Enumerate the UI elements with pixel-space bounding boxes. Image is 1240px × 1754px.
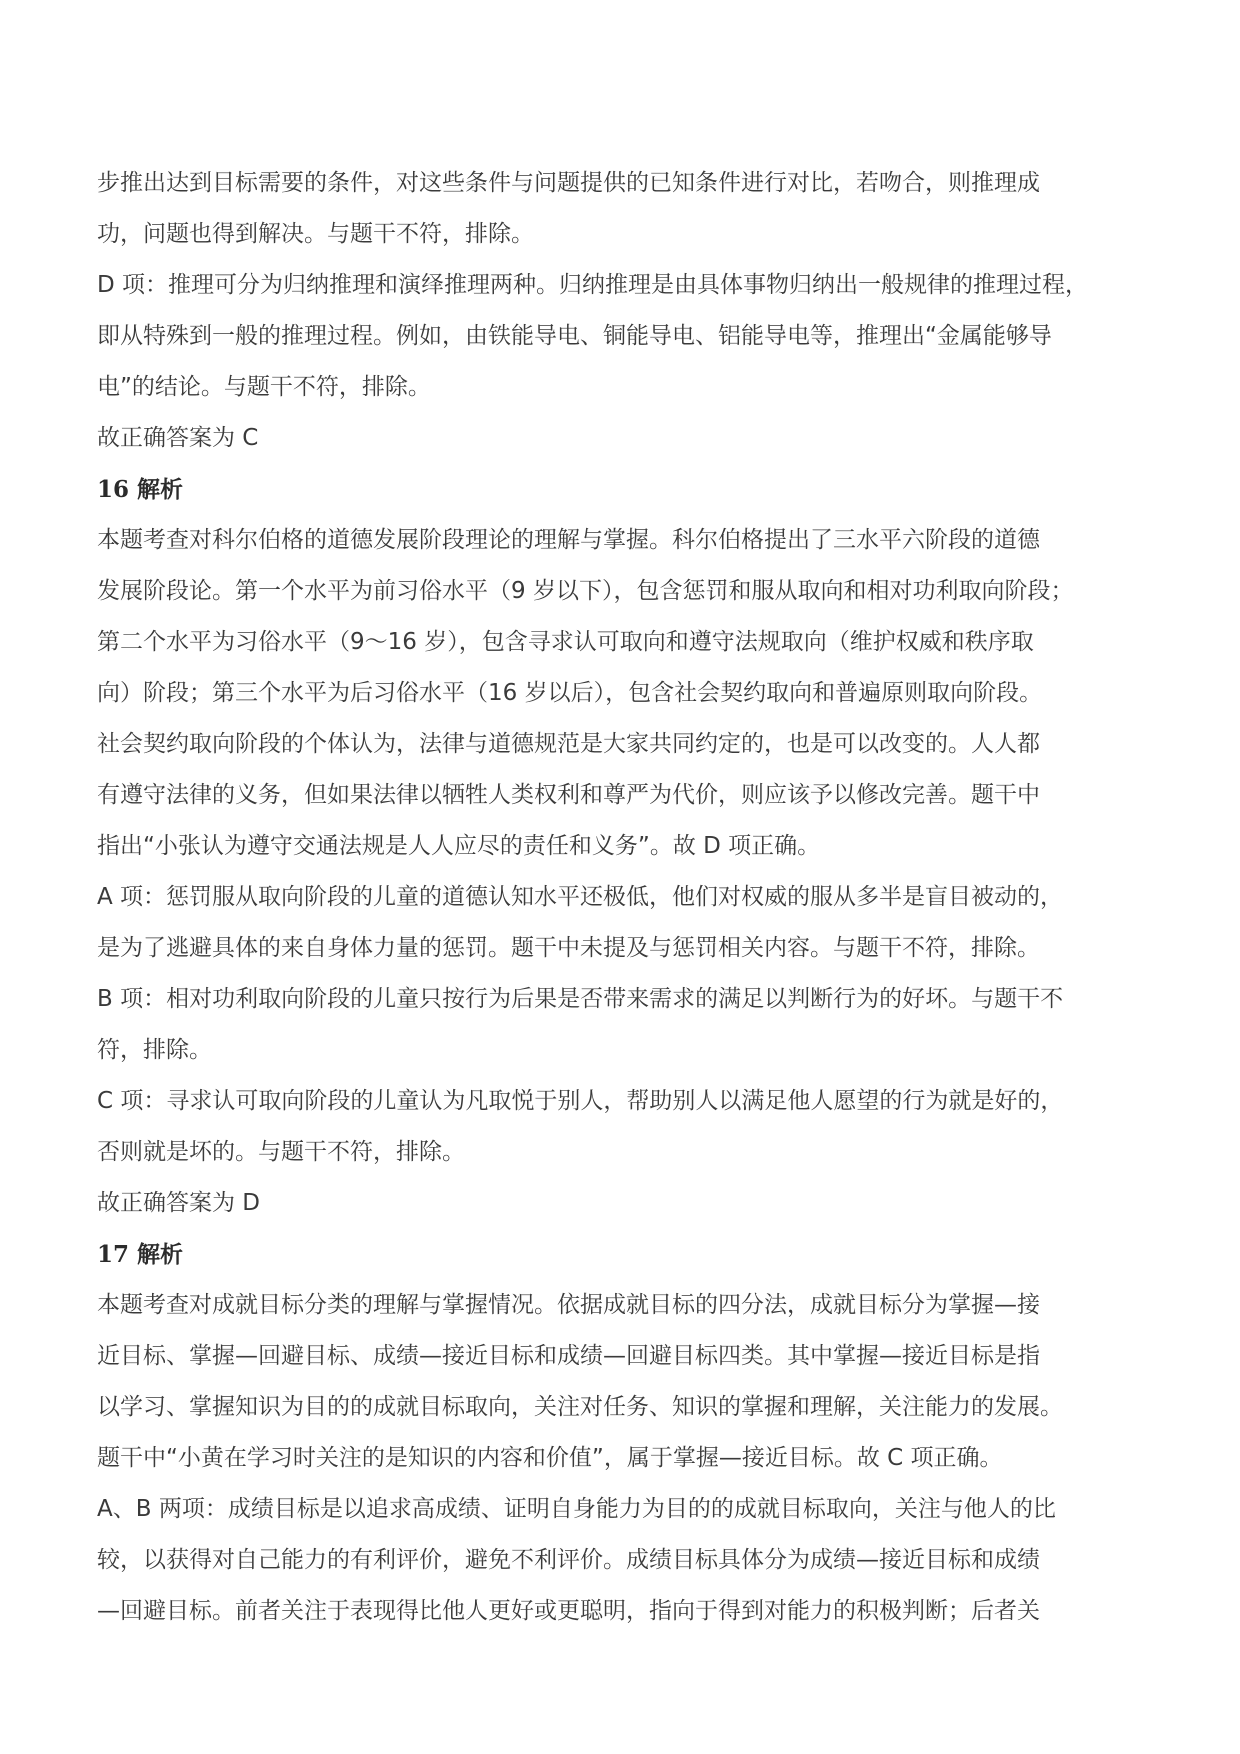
section-heading: 17 解析	[97, 1241, 184, 1268]
text-line: 社会契约取向阶段的个体认为，法律与道德规范是大家共同约定的，也是可以改变的。人人都	[97, 731, 1040, 757]
text-line: 即从特殊到一般的推理过程。例如，由铁能导电、铜能导电、铝能导电等，推理出“金属能够导	[97, 323, 1052, 349]
text-line: 符，排除。	[97, 1037, 212, 1063]
text-line: B 项：相对功利取向阶段的儿童只按行为后果是否带来需求的满足以判断行为的好坏。与题干不	[97, 986, 1064, 1012]
text-line: —回避目标。前者关注于表现得比他人更好或更聪明，指向于得到对能力的积极判断；后者关	[97, 1598, 1040, 1624]
text-line: 第二个水平为习俗水平（9～16 岁），包含寻求认可取向和遵守法规取向（维护权威和秩序取	[97, 629, 1034, 655]
text-line: D 项：推理可分为归纳推理和演绎推理两种。归纳推理是由具体事物归纳出一般规律的推理过程，	[97, 272, 1089, 298]
text-line: 否则就是坏的。与题干不符，排除。	[97, 1139, 465, 1165]
text-line: 题干中“小黄在学习时关注的是知识的内容和价值”，属于掌握—接近目标。故 C 项正确。	[97, 1445, 1003, 1471]
text-line: 是为了逃避具体的来自身体力量的惩罚。题干中未提及与惩罚相关内容。与题干不符，排除。	[97, 935, 1040, 961]
text-line: 较，以获得对自己能力的有利评价，避免不利评价。成绩目标具体分为成绩—接近目标和成绩	[97, 1547, 1040, 1573]
text-line: 指出“小张认为遵守交通法规是人人应尽的责任和义务”。故 D 项正确。	[97, 833, 821, 859]
text-line: 以学习、掌握知识为目的的成就目标取向，关注对任务、知识的掌握和理解，关注能力的发展。	[97, 1394, 1063, 1420]
text-line: 故正确答案为 D	[97, 1190, 261, 1216]
text-line: 发展阶段论。第一个水平为前习俗水平（9 岁以下），包含惩罚和服从取向和相对功利取向阶段；	[97, 578, 1074, 604]
text-line: 步推出达到目标需要的条件，对这些条件与问题提供的已知条件进行对比，若吻合，则推理成	[97, 170, 1040, 196]
text-line: A 项：惩罚服从取向阶段的儿童的道德认知水平还极低，他们对权威的服从多半是盲目被动的，	[97, 884, 1064, 910]
text-line: 故正确答案为 C	[97, 425, 259, 451]
text-line: 电”的结论。与题干不符，排除。	[97, 374, 431, 400]
text-line: 本题考查对科尔伯格的道德发展阶段理论的理解与掌握。科尔伯格提出了三水平六阶段的道德	[97, 527, 1040, 553]
text-line: C 项：寻求认可取向阶段的儿童认为凡取悦于别人，帮助别人以满足他人愿望的行为就是好的，	[97, 1088, 1064, 1114]
text-line: A、B 两项：成绩目标是以追求高成绩、证明自身能力为目的的成就目标取向，关注与他人的比	[97, 1496, 1056, 1522]
section-heading: 16 解析	[97, 476, 184, 503]
text-line: 本题考查对成就目标分类的理解与掌握情况。依据成就目标的四分法，成就目标分为掌握—接	[97, 1292, 1040, 1318]
text-line: 近目标、掌握—回避目标、成绩—接近目标和成绩—回避目标四类。其中掌握—接近目标是指	[97, 1343, 1040, 1369]
text-line: 向）阶段；第三个水平为后习俗水平（16 岁以后），包含社会契约取向和普遍原则取向阶段。	[97, 680, 1043, 706]
text-line: 有遵守法律的义务，但如果法律以牺牲人类权利和尊严为代价，则应该予以修改完善。题干中	[97, 782, 1040, 808]
text-line: 功，问题也得到解决。与题干不符，排除。	[97, 221, 534, 247]
document-page	[97, 158, 1167, 1637]
